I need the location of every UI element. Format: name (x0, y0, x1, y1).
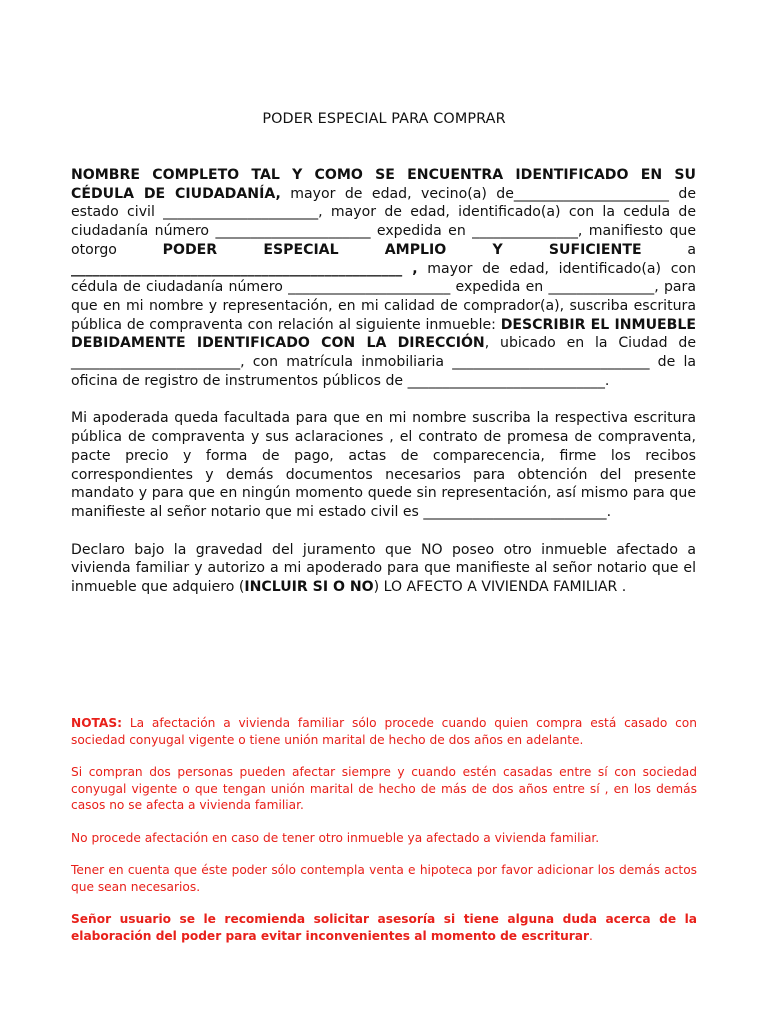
note-1 (71, 715, 697, 748)
paragraph1-text-d: , ubicado en la Ciudad de ________________________, con matrícula inmobiliaria ____________________________ de la oficina de registro de instrumentos públicos de ____________________________. (71, 335, 696, 389)
document-title: PODER ESPECIAL PARA COMPRAR (262, 111, 506, 127)
notes-label: NOTAS: (71, 716, 123, 730)
paragraph1-text-c: mayor de edad, identificado(a) con cédula de ciudadanía número _______________________ expedida en _______________, para que en mi nombre y representación, en mi calidad de comprador(a), suscriba escritura pública de compraventa con relación al siguiente inmueble: (71, 260, 696, 333)
paragraph3-text-b: ) LO AFECTO A VIVIENDA FAMILIAR . (373, 579, 627, 596)
paragraph3-text-a: Declaro bajo la gravedad del juramento que NO poseo otro inmueble afectado a vivienda familiar y autorizo a mi apoderado para que manifieste al señor notario que el inmueble que adquiero ( (71, 541, 696, 596)
note-4: Tener en cuenta que éste poder sólo contempla venta e hipoteca por favor adicionar los demás actos que sean necesarios. (71, 863, 697, 894)
notes-section (71, 715, 697, 944)
paragraph1-text-b: a (641, 241, 696, 258)
note-5 (71, 911, 697, 944)
paragraph-declaracion (71, 541, 696, 597)
note-2: Si compran dos personas pueden afectar siempre y cuando estén casadas entre sí con sociedad conyugal vigente o que tengan unión marital de hecho de más de dos años entre sí , en los demás casos no se afecta a vivienda familiar. (71, 765, 697, 812)
paragraph-facultades: Mi apoderada queda facultada para que en mi nombre suscriba la respectiva escritura pública de compraventa y sus aclaraciones , el contrato de promesa de compraventa, pacte precio y forma de pago, actas de comparecencia, firme los recibos correspondientes y demás documentos necesarios para obtención del presente mandato y para que en ningún momento quede sin representación, así mismo para que manifieste al señor notario que mi estado civil es __________________________. (71, 410, 696, 520)
bold-name-placeholder: NOMBRE COMPLETO TAL Y COMO SE ENCUENTRA IDENTIFICADO EN SU CÉDULA DE CIUDADANÍA, (71, 167, 696, 202)
apoderado-name-blank: _______________________________________________ , (71, 260, 418, 277)
paragraph-poderdante (71, 166, 696, 390)
note-5-bold-text: Señor usuario se le recomienda solicitar asesoría si tiene alguna duda acerca de la elaboración del poder para evitar inconvenientes al momento de escriturar (71, 912, 697, 943)
paragraph1-text-a: mayor de edad, vecino(a) de______________________ de estado civil ______________________, mayor de edad, identificado(a) con la cedula de ciudadanía número ______________________ expedida en _______________, manifiesto que otorgo (71, 185, 696, 258)
document-body (71, 166, 696, 597)
note-5-end: . (589, 928, 593, 943)
note-3: No procede afectación en caso de tener otro inmueble ya afectado a vivienda familiar. (71, 830, 600, 845)
bold-describir-inmueble: DESCRIBIR EL INMUEBLE DEBIDAMENTE IDENTIFICADO CON LA DIRECCIÓN (71, 316, 696, 352)
note-1-text: La afectación a vivienda familiar sólo procede cuando quien compra está casado con sociedad conyugal vigente o tiene unión marital de hecho de dos años en adelante. (71, 716, 697, 747)
bold-poder-especial: PODER ESPECIAL AMPLIO Y SUFICIENTE (162, 241, 642, 258)
bold-incluir-si-o-no: INCLUIR SI O NO (244, 579, 374, 596)
